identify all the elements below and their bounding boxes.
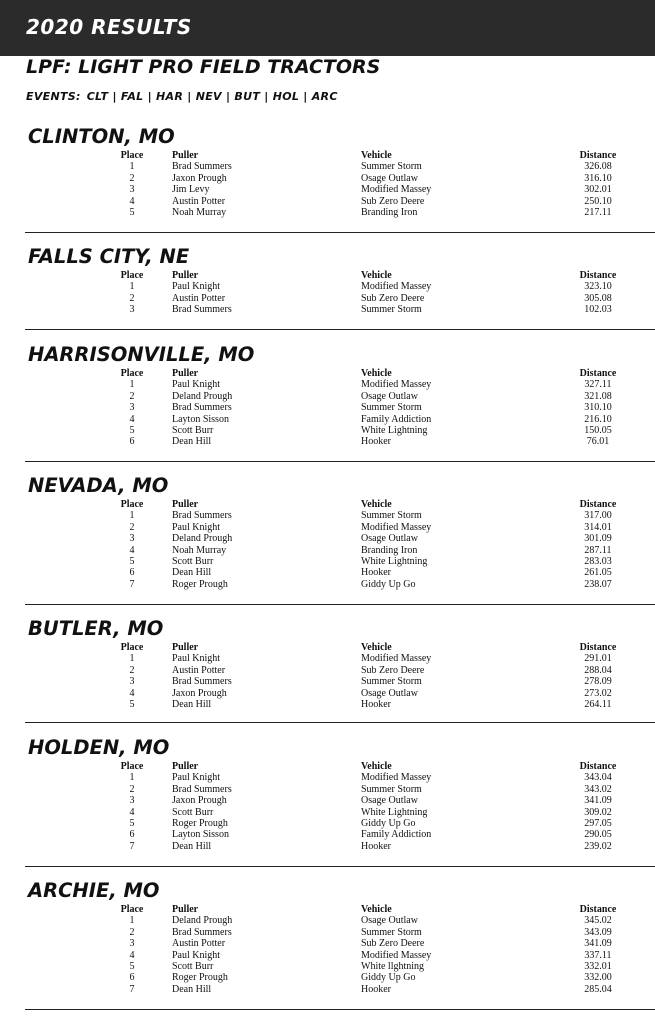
distance-cell: 278.09 [584, 676, 612, 688]
puller-cell: Austin Potter [172, 292, 226, 304]
distance-cell: 291.01 [584, 653, 612, 665]
header-vehicle: Vehicle [361, 642, 392, 653]
table-row [0, 653, 655, 664]
division-title: LPF: LIGHT PRO FIELD TRACTORS [26, 56, 381, 78]
puller-cell: Brad Summers [172, 676, 232, 688]
vehicle-cell: White Lightning [361, 555, 428, 567]
distance-cell: 216.10 [584, 413, 612, 425]
distance-cell: 76.01 [586, 436, 610, 448]
section-divider [25, 461, 655, 462]
table-row [0, 818, 655, 829]
vehicle-cell: Branding Iron [361, 206, 418, 218]
table-row [0, 676, 655, 687]
vehicle-cell: Summer Storm [361, 676, 422, 688]
place-cell: 1 [129, 772, 135, 784]
header-puller: Puller [172, 904, 199, 915]
puller-cell: Brad Summers [172, 510, 232, 522]
puller-cell: Brad Summers [172, 783, 232, 795]
vehicle-cell: Modified Massey [361, 281, 432, 293]
vehicle-cell: Summer Storm [361, 926, 422, 938]
distance-cell: 261.05 [584, 567, 612, 579]
distance-cell: 287.11 [584, 544, 612, 556]
vehicle-cell: Sub Zero Deere [361, 195, 425, 207]
table-row [0, 841, 655, 852]
table-row [0, 161, 655, 172]
distance-cell: 290.05 [584, 829, 612, 841]
table-row [0, 688, 655, 699]
vehicle-cell: Sub Zero Deere [361, 938, 425, 950]
page-title: 2020 RESULTS [26, 15, 192, 39]
results-table [0, 368, 655, 448]
distance-cell: 297.05 [584, 817, 612, 829]
table-row [0, 961, 655, 972]
place-cell: 4 [129, 806, 135, 818]
place-cell: 6 [129, 436, 135, 448]
table-header-row [0, 270, 655, 281]
place-cell: 3 [129, 938, 135, 950]
distance-cell: 250.10 [584, 195, 612, 207]
section-divider [25, 232, 655, 233]
puller-cell: Paul Knight [172, 772, 221, 784]
distance-cell: 238.07 [584, 578, 612, 590]
puller-cell: Deland Prough [172, 390, 233, 402]
vehicle-cell: Hooker [361, 983, 391, 995]
distance-cell: 217.11 [584, 206, 612, 218]
puller-cell: Roger Prough [172, 972, 228, 984]
puller-cell: Paul Knight [172, 379, 221, 391]
header-place: Place [120, 499, 144, 510]
vehicle-cell: Modified Massey [361, 184, 432, 196]
table-row [0, 984, 655, 995]
header-vehicle: Vehicle [361, 761, 392, 772]
header-vehicle: Vehicle [361, 270, 392, 281]
distance-cell: 343.02 [584, 783, 612, 795]
vehicle-cell: Summer Storm [361, 161, 422, 173]
header-place: Place [120, 270, 144, 281]
distance-cell: 309.02 [584, 806, 612, 818]
table-row [0, 784, 655, 795]
place-cell: 7 [129, 840, 135, 852]
distance-cell: 323.10 [584, 281, 612, 293]
table-header-row [0, 642, 655, 653]
place-cell: 5 [129, 424, 135, 436]
results-table [0, 761, 655, 852]
table-row [0, 927, 655, 938]
place-cell: 3 [129, 402, 135, 414]
distance-cell: 102.03 [584, 304, 612, 316]
distance-cell: 337.11 [584, 949, 612, 961]
results-table [0, 642, 655, 710]
vehicle-cell: Summer Storm [361, 783, 422, 795]
table-row [0, 938, 655, 949]
distance-cell: 310.10 [584, 402, 612, 414]
place-cell: 2 [129, 292, 135, 304]
vehicle-cell: Osage Outlaw [361, 687, 418, 699]
place-cell: 5 [129, 960, 135, 972]
distance-cell: 285.04 [584, 983, 612, 995]
distance-cell: 264.11 [584, 698, 612, 710]
puller-cell: Layton Sisson [172, 829, 229, 841]
table-row [0, 545, 655, 556]
place-cell: 2 [129, 783, 135, 795]
vehicle-cell: Sub Zero Deere [361, 292, 425, 304]
section-title: BUTLER, MO [28, 617, 164, 640]
distance-cell: 343.09 [584, 926, 612, 938]
header-distance: Distance [579, 904, 617, 915]
place-cell: 2 [129, 172, 135, 184]
place-cell: 5 [129, 817, 135, 829]
puller-cell: Dean Hill [172, 983, 212, 995]
place-cell: 2 [129, 521, 135, 533]
table-row [0, 414, 655, 425]
events-codes: CLT | FAL | HAR | NEV | BUT | HOL | ARC [86, 90, 338, 103]
header-place: Place [120, 904, 144, 915]
puller-cell: Austin Potter [172, 664, 226, 676]
puller-cell: Deland Prough [172, 533, 233, 545]
distance-cell: 305.08 [584, 292, 612, 304]
distance-cell: 321.08 [584, 390, 612, 402]
header-puller: Puller [172, 150, 199, 161]
place-cell: 4 [129, 949, 135, 961]
vehicle-cell: Giddy Up Go [361, 578, 416, 590]
place-cell: 3 [129, 795, 135, 807]
puller-cell: Paul Knight [172, 949, 221, 961]
table-row [0, 207, 655, 218]
table-row [0, 699, 655, 710]
vehicle-cell: Modified Massey [361, 772, 432, 784]
vehicle-cell: Hooker [361, 840, 391, 852]
distance-cell: 302.01 [584, 184, 612, 196]
table-row [0, 510, 655, 521]
puller-cell: Roger Prough [172, 578, 228, 590]
distance-cell: 288.04 [584, 664, 612, 676]
distance-cell: 317.00 [584, 510, 612, 522]
table-row [0, 972, 655, 983]
table-row [0, 950, 655, 961]
vehicle-cell: White llghtning [361, 960, 425, 972]
vehicle-cell: Osage Outlaw [361, 533, 418, 545]
table-row [0, 579, 655, 590]
section-divider [25, 1009, 655, 1010]
vehicle-cell: Hooker [361, 567, 391, 579]
vehicle-cell: Family Addiction [361, 829, 432, 841]
section-title: CLINTON, MO [28, 125, 175, 148]
vehicle-cell: Giddy Up Go [361, 972, 416, 984]
events-label: EVENTS: [26, 90, 81, 103]
place-cell: 4 [129, 413, 135, 425]
vehicle-cell: Branding Iron [361, 544, 418, 556]
puller-cell: Dean Hill [172, 840, 212, 852]
puller-cell: Jaxon Prough [172, 795, 227, 807]
puller-cell: Jaxon Prough [172, 687, 227, 699]
vehicle-cell: Sub Zero Deere [361, 664, 425, 676]
header-place: Place [120, 150, 144, 161]
puller-cell: Roger Prough [172, 817, 228, 829]
results-table [0, 904, 655, 995]
place-cell: 1 [129, 281, 135, 293]
distance-cell: 316.10 [584, 172, 612, 184]
place-cell: 1 [129, 510, 135, 522]
table-row [0, 391, 655, 402]
distance-cell: 341.09 [584, 938, 612, 950]
vehicle-cell: Modified Massey [361, 379, 432, 391]
puller-cell: Brad Summers [172, 304, 232, 316]
table-row [0, 772, 655, 783]
section-title: HOLDEN, MO [28, 736, 170, 759]
puller-cell: Layton Sisson [172, 413, 229, 425]
table-header-row [0, 499, 655, 510]
place-cell: 2 [129, 390, 135, 402]
vehicle-cell: Modified Massey [361, 653, 432, 665]
distance-cell: 314.01 [584, 521, 612, 533]
header-place: Place [120, 368, 144, 379]
place-cell: 7 [129, 578, 135, 590]
place-cell: 3 [129, 533, 135, 545]
puller-cell: Deland Prough [172, 915, 233, 927]
puller-cell: Noah Murray [172, 206, 227, 218]
table-row [0, 293, 655, 304]
place-cell: 7 [129, 983, 135, 995]
header-puller: Puller [172, 368, 199, 379]
header-place: Place [120, 642, 144, 653]
vehicle-cell: Osage Outlaw [361, 915, 418, 927]
table-header-row [0, 150, 655, 161]
distance-cell: 273.02 [584, 687, 612, 699]
header-vehicle: Vehicle [361, 368, 392, 379]
header-distance: Distance [579, 642, 617, 653]
table-row [0, 522, 655, 533]
vehicle-cell: Modified Massey [361, 949, 432, 961]
header-distance: Distance [579, 150, 617, 161]
puller-cell: Austin Potter [172, 195, 226, 207]
table-row [0, 173, 655, 184]
vehicle-cell: Hooker [361, 436, 391, 448]
distance-cell: 332.01 [584, 960, 612, 972]
distance-cell: 301.09 [584, 533, 612, 545]
place-cell: 6 [129, 567, 135, 579]
puller-cell: Scott Burr [172, 555, 214, 567]
results-table [0, 150, 655, 218]
results-table [0, 270, 655, 316]
puller-cell: Jaxon Prough [172, 172, 227, 184]
table-header-row [0, 761, 655, 772]
distance-cell: 345.02 [584, 915, 612, 927]
header-puller: Puller [172, 499, 199, 510]
distance-cell: 341.09 [584, 795, 612, 807]
table-row [0, 379, 655, 390]
table-row [0, 304, 655, 315]
distance-cell: 283.03 [584, 555, 612, 567]
table-header-row [0, 904, 655, 915]
puller-cell: Noah Murray [172, 544, 227, 556]
header-vehicle: Vehicle [361, 499, 392, 510]
header-place: Place [120, 761, 144, 772]
puller-cell: Brad Summers [172, 926, 232, 938]
place-cell: 5 [129, 698, 135, 710]
vehicle-cell: Summer Storm [361, 304, 422, 316]
table-row [0, 556, 655, 567]
place-cell: 4 [129, 687, 135, 699]
vehicle-cell: Modified Massey [361, 521, 432, 533]
table-row [0, 665, 655, 676]
table-row [0, 567, 655, 578]
vehicle-cell: Giddy Up Go [361, 817, 416, 829]
distance-cell: 326.08 [584, 161, 612, 173]
puller-cell: Paul Knight [172, 653, 221, 665]
place-cell: 6 [129, 972, 135, 984]
puller-cell: Paul Knight [172, 521, 221, 533]
vehicle-cell: Summer Storm [361, 402, 422, 414]
header-distance: Distance [579, 499, 617, 510]
puller-cell: Paul Knight [172, 281, 221, 293]
table-header-row [0, 368, 655, 379]
table-row [0, 196, 655, 207]
table-row [0, 795, 655, 806]
vehicle-cell: White Lightning [361, 806, 428, 818]
table-row [0, 533, 655, 544]
header-distance: Distance [579, 368, 617, 379]
place-cell: 4 [129, 195, 135, 207]
table-row [0, 807, 655, 818]
vehicle-cell: Osage Outlaw [361, 390, 418, 402]
section-title: FALLS CITY, NE [28, 245, 190, 268]
events-line [26, 90, 338, 103]
table-row [0, 436, 655, 447]
vehicle-cell: Osage Outlaw [361, 795, 418, 807]
table-row [0, 915, 655, 926]
section-divider [25, 329, 655, 330]
vehicle-cell: Summer Storm [361, 510, 422, 522]
distance-cell: 150.05 [584, 424, 612, 436]
table-row [0, 281, 655, 292]
place-cell: 2 [129, 664, 135, 676]
header-vehicle: Vehicle [361, 150, 392, 161]
puller-cell: Dean Hill [172, 698, 212, 710]
header-banner [0, 0, 655, 56]
header-puller: Puller [172, 642, 199, 653]
place-cell: 1 [129, 915, 135, 927]
place-cell: 1 [129, 161, 135, 173]
distance-cell: 239.02 [584, 840, 612, 852]
section-title: NEVADA, MO [28, 474, 169, 497]
puller-cell: Scott Burr [172, 960, 214, 972]
puller-cell: Austin Potter [172, 938, 226, 950]
table-row [0, 829, 655, 840]
table-row [0, 425, 655, 436]
puller-cell: Dean Hill [172, 436, 212, 448]
section-divider [25, 866, 655, 867]
puller-cell: Dean Hill [172, 567, 212, 579]
distance-cell: 332.00 [584, 972, 612, 984]
place-cell: 5 [129, 555, 135, 567]
place-cell: 3 [129, 676, 135, 688]
distance-cell: 327.11 [584, 379, 612, 391]
section-divider [25, 722, 655, 723]
vehicle-cell: White Lightning [361, 424, 428, 436]
section-title: HARRISONVILLE, MO [28, 343, 255, 366]
table-row [0, 402, 655, 413]
vehicle-cell: Osage Outlaw [361, 172, 418, 184]
place-cell: 3 [129, 304, 135, 316]
results-table [0, 499, 655, 590]
puller-cell: Scott Burr [172, 424, 214, 436]
place-cell: 3 [129, 184, 135, 196]
place-cell: 1 [129, 653, 135, 665]
section-divider [25, 604, 655, 605]
place-cell: 1 [129, 379, 135, 391]
header-vehicle: Vehicle [361, 904, 392, 915]
place-cell: 2 [129, 926, 135, 938]
place-cell: 6 [129, 829, 135, 841]
vehicle-cell: Hooker [361, 698, 391, 710]
section-title: ARCHIE, MO [28, 879, 160, 902]
header-puller: Puller [172, 270, 199, 281]
place-cell: 5 [129, 206, 135, 218]
distance-cell: 343.04 [584, 772, 612, 784]
puller-cell: Jim Levy [172, 184, 210, 196]
puller-cell: Scott Burr [172, 806, 214, 818]
header-distance: Distance [579, 270, 617, 281]
vehicle-cell: Family Addiction [361, 413, 432, 425]
header-distance: Distance [579, 761, 617, 772]
header-puller: Puller [172, 761, 199, 772]
place-cell: 4 [129, 544, 135, 556]
puller-cell: Brad Summers [172, 402, 232, 414]
puller-cell: Brad Summers [172, 161, 232, 173]
table-row [0, 184, 655, 195]
